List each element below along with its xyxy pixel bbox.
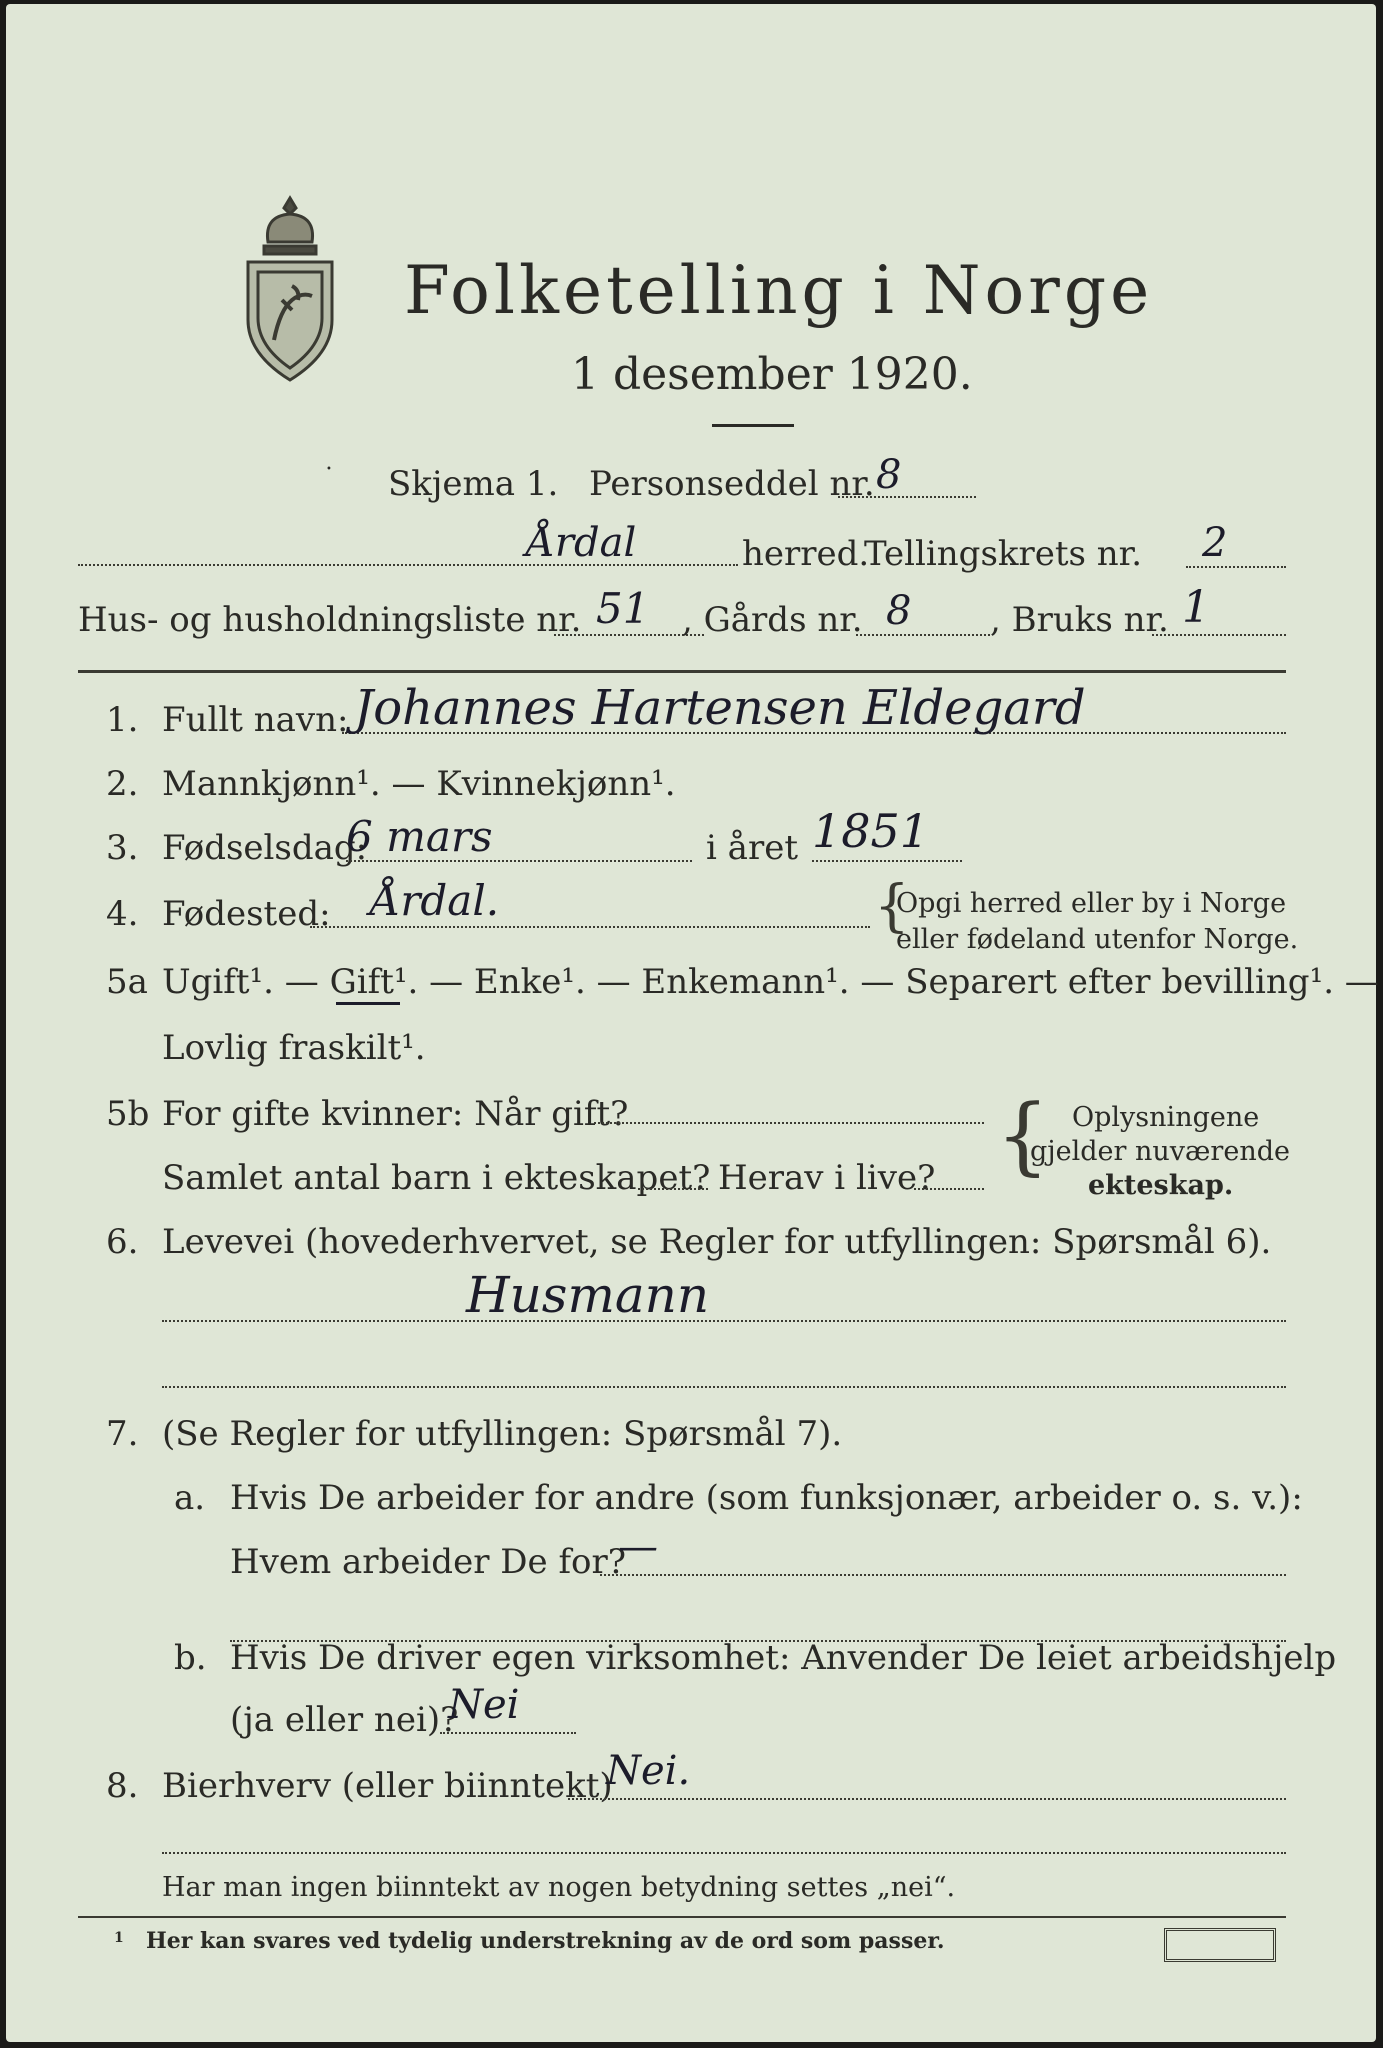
q3-label: Fødselsdag: (162, 828, 368, 868)
q4-note-line2: eller fødeland utenfor Norge. (896, 924, 1299, 955)
q8-number: 8. (106, 1766, 139, 1806)
bruks-label: , Bruks nr. (990, 600, 1169, 640)
birth-day-value: 6 mars (346, 812, 493, 861)
gards-label: , Gårds nr. (682, 600, 863, 640)
q7a-letter: a. (174, 1478, 206, 1518)
q5a-line2: Lovlig fraskilt¹. (162, 1028, 426, 1068)
q7b-letter: b. (174, 1638, 207, 1678)
q4-line (310, 926, 870, 928)
q5b-children-label: Samlet antal barn i ekteskapet? (162, 1158, 711, 1198)
q8-answer-line (568, 1798, 1286, 1800)
tellingskrets-label: Tellingskrets nr. (864, 534, 1143, 574)
footnote-text: Her kan svares ved tydelig understrekning av de ord som passer. (146, 1928, 945, 1954)
birthplace-value: Årdal. (370, 876, 500, 925)
q8-value: Nei. (606, 1748, 691, 1794)
full-name-value: Johannes Hartensen Eldegard (354, 680, 1086, 736)
q7a-value: — (618, 1524, 658, 1570)
hus-label: Hus- og husholdningsliste nr. (78, 600, 582, 640)
q3-number: 3. (106, 828, 139, 868)
gards-value: 8 (886, 588, 912, 634)
herred-label: herred. (742, 534, 870, 574)
occupation-value: Husmann (466, 1266, 710, 1324)
dot-mark: • (326, 464, 332, 475)
q5b-children-line (638, 1188, 708, 1190)
title-divider (712, 424, 794, 427)
q2-sex-options: Mannkjønn¹. — Kvinnekjønn¹. (162, 764, 676, 804)
q1-label: Fullt navn: (162, 700, 349, 740)
q2-number: 2. (106, 764, 139, 804)
q7a-line1: Hvis De arbeider for andre (som funksjonær, arbeider o. s. v.): (230, 1478, 1303, 1518)
q8-extra-line (162, 1852, 1286, 1854)
q8-label: Bierhverv (eller biinntekt) (162, 1766, 613, 1806)
q1-number: 1. (106, 700, 139, 740)
q5a-number: 5a (106, 962, 148, 1002)
bruks-value: 1 (1182, 582, 1210, 633)
personseddel-label: Personseddel nr. (589, 464, 875, 504)
form-title: Folketelling i Norge (404, 252, 1154, 329)
q7b-value: Nei (448, 1682, 520, 1728)
tellingskrets-line (1186, 566, 1286, 568)
coat-of-arms-icon (234, 190, 346, 390)
q6-line2 (162, 1386, 1286, 1388)
q4-brace: { (874, 874, 910, 939)
gards-line (856, 634, 990, 636)
personseddel-line (838, 496, 976, 498)
q5b-note3: ekteskap. (1088, 1170, 1234, 1201)
census-form (6, 4, 1379, 2042)
skjema-label: Skjema 1. (388, 464, 559, 504)
q3-year-label: i året (706, 828, 798, 868)
q3-year-line (812, 860, 962, 862)
q8-note: Har man ingen biinntekt av nogen betydning settes „nei“. (162, 1872, 956, 1903)
header-divider (78, 670, 1286, 673)
q7b-answer-line (440, 1732, 576, 1734)
q5b-note2: gjelder nuværende (1030, 1136, 1290, 1167)
footnote-mark: 1 (114, 1930, 124, 1946)
q4-note-line1: Opgi herred eller by i Norge (896, 888, 1287, 919)
hus-value: 51 (596, 584, 650, 633)
q7b-line2: (ja eller nei)? (230, 1700, 459, 1740)
herred-line (78, 564, 738, 566)
census-date: 1 desember 1920. (571, 349, 973, 400)
q5b-married-line (594, 1122, 984, 1124)
bruks-line (1152, 634, 1286, 636)
q5b-number: 5b (106, 1094, 150, 1134)
q4-number: 4. (106, 894, 139, 934)
tellingskrets-value: 2 (1202, 520, 1228, 566)
q5b-alive-label: Herav i live? (718, 1158, 936, 1198)
herred-value: Årdal (526, 520, 637, 566)
q5b-brace: { (996, 1086, 1050, 1184)
birth-year-value: 1851 (812, 804, 930, 858)
q5b-alive-line (914, 1188, 984, 1190)
q7-number: 7. (106, 1414, 139, 1454)
q5b-note1: Oplysningene (1072, 1102, 1260, 1133)
q7b-line1: Hvis De driver egen virksomhet: Anvender De leiet arbeidshjelp (230, 1638, 1337, 1678)
q5b-line1: For gifte kvinner: Når gift? (162, 1094, 629, 1134)
gift-underline-mark (336, 1002, 400, 1005)
q4-label: Fødested: (162, 894, 331, 934)
q6-number: 6. (106, 1222, 139, 1262)
q6-label: Levevei (hovederhvervet, se Regler for utfyllingen: Spørsmål 6). (162, 1222, 1272, 1262)
q7a-answer-line (600, 1574, 1286, 1576)
footnote-divider (78, 1916, 1286, 1918)
q6-line1 (162, 1320, 1286, 1322)
q5a-marital-options: Ugift¹. — Gift¹. — Enke¹. — Enkemann¹. — Separert efter bevilling¹. — (162, 962, 1379, 1002)
personseddel-value: 8 (876, 452, 902, 498)
q7a-line2: Hvem arbeider De for? (230, 1542, 626, 1582)
printer-stamp (1164, 1928, 1276, 1962)
q7-label: (Se Regler for utfyllingen: Spørsmål 7). (162, 1414, 843, 1454)
